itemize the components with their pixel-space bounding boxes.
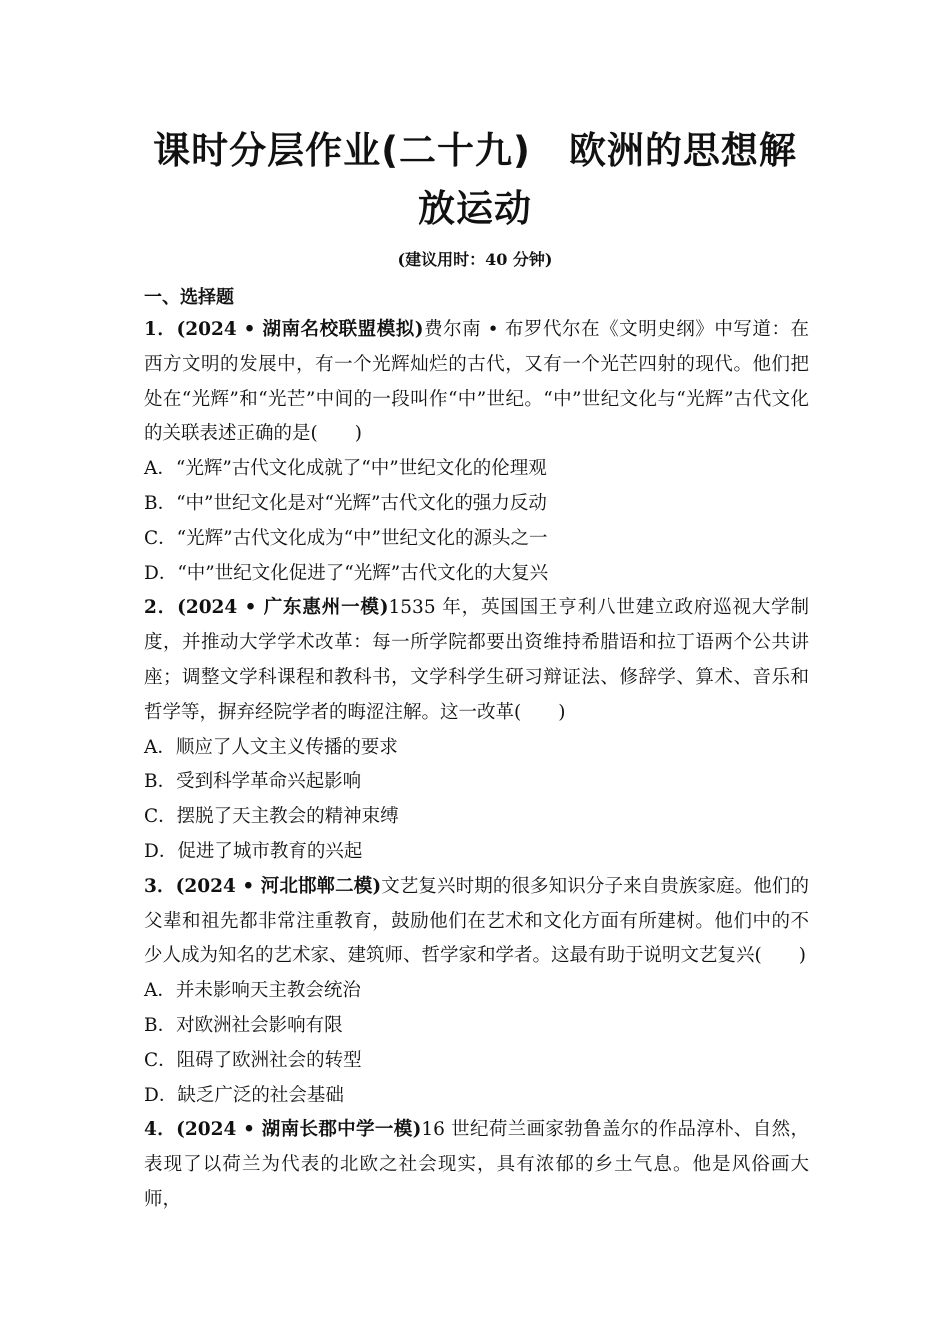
option-c: C．“光辉”古代文化成为“中”世纪文化的源头之一 [144,527,548,549]
question-text: 1535 年，英国国王亨利八世建立政府巡视大学制度，并推动大学学术改革：每一所学院都要出资维持希腊语和拉丁语两个公共讲座；调整文学科课程和教科书，文学科学生研习辩证法、修辞学、算术、音乐和哲学等，摒弃经院学者的晦涩注解。这一改革( ) [144,597,810,723]
option-a: A．“光辉”古代文化成就了“中”世纪文化的伦理观 [144,458,547,480]
option-a: A．并未影响天主教会统治 [144,980,361,1002]
question-source: (2024 • 湖南名校联盟模拟) [176,319,424,340]
question-source: (2024 • 广东惠州一模) [177,597,389,619]
question-list [144,313,809,1218]
option-d: D．“中”世纪文化促进了“光辉”古代文化的大复兴 [144,562,549,584]
page-title: 课时分层作业(二十九) 欧洲的思想解放运动 [153,129,797,230]
section-heading: 一、选择题 [144,287,234,308]
question-text: 文艺复兴时期的很多知识分子来自贵族家庭。他们的父辈和祖先都非常注重教育，鼓励他们在艺术和文化方面有所建树。他们中的不少人成为知名的艺术家、建筑师、哲学家和学者。这最有助于说明文艺复兴( ) [144,875,810,967]
option-c: C．摆脱了天主教会的精神束缚 [144,806,399,828]
question-source: (2024 • 河北邯郸二模) [175,875,382,897]
question-text: 费尔南 • 布罗代尔在《文明史纲》中写道：在西方文明的发展中，有一个光辉灿烂的古代，又有一个光芒四射的现代。他们把处在“光辉”和“光芒”中间的一段叫作“中”世纪。“中”世纪文化与“光辉”古代文化的关联表述正确的是( ) [144,319,809,445]
question-1-stem [144,313,809,452]
question-number: 2． [144,597,178,619]
question-2-stem [144,591,809,730]
question-number: 3． [144,875,176,897]
option-d: D．缺乏广泛的社会基础 [144,1084,344,1106]
question-number: 4． [144,1119,177,1141]
option-b: B．“中”世纪文化是对“光辉”古代文化的强力反动 [144,492,547,514]
question-source: (2024 • 湖南长郡中学一模) [176,1119,422,1141]
option-d: D．促进了城市教育的兴起 [144,840,363,862]
question-number: 1． [144,319,177,340]
option-a: A．顺应了人文主义传播的要求 [144,736,398,758]
option-c: C．阻碍了欧洲社会的转型 [144,1049,362,1071]
question-text: 16 世纪荷兰画家勃鲁盖尔的作品淳朴、自然，表现了以荷兰为代表的北欧之社会现实，具有浓郁的乡土气息。他是风俗画大师， [144,1119,809,1210]
question-3-stem [144,870,809,974]
suggested-time: (建议用时：40 分钟) [397,250,553,269]
option-b: B．受到科学革命兴起影响 [144,771,362,793]
option-b: B．对欧洲社会影响有限 [144,1014,343,1036]
question-4-stem [144,1113,809,1217]
